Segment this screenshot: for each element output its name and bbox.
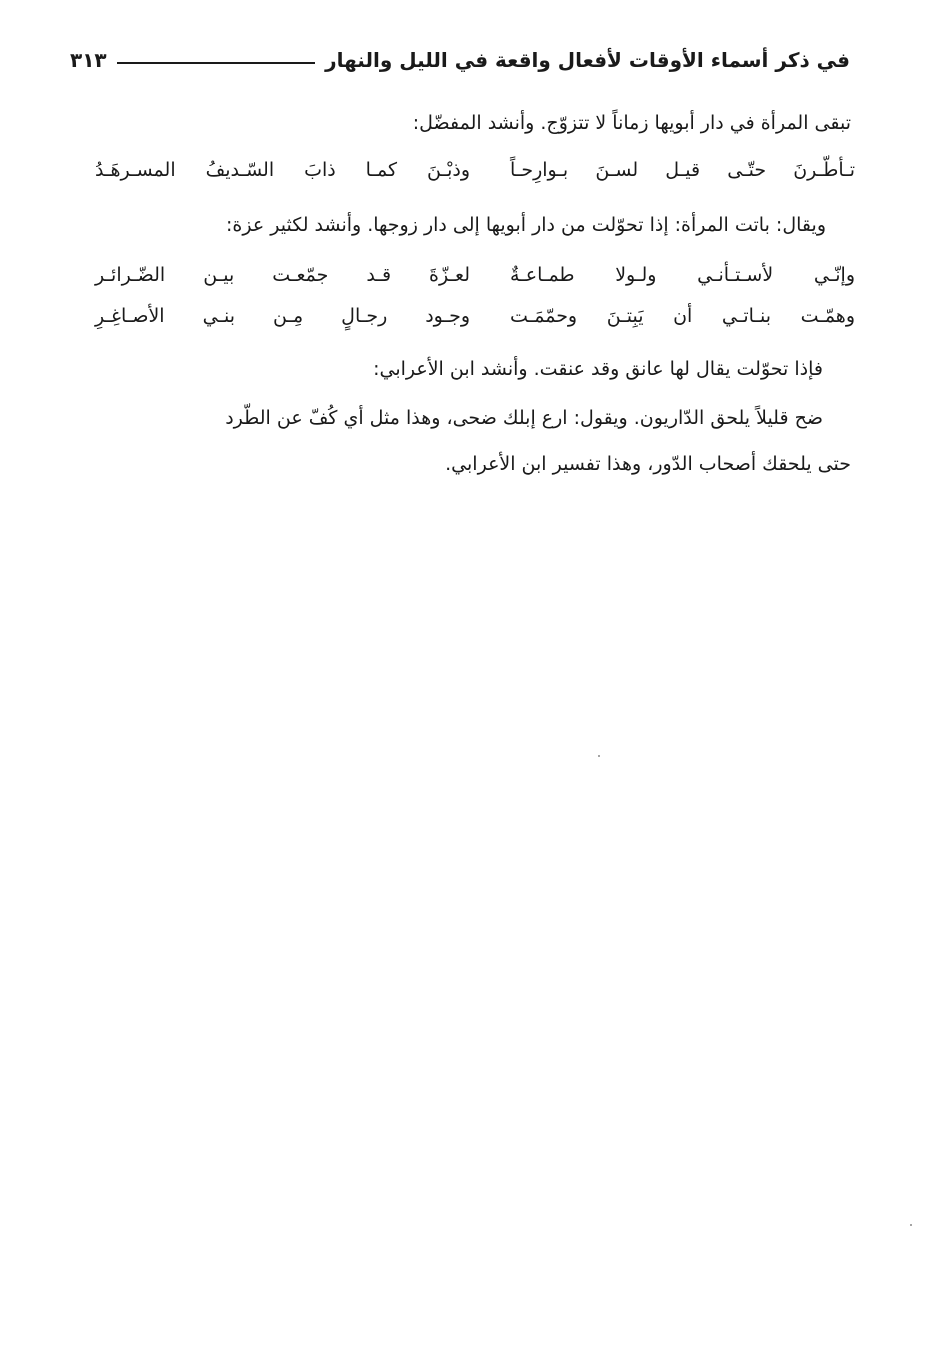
body-line-4: ضح قليلاً يلحق الدّاريون. ويقول: ارع إبلك ضحى، وهذا مثل أي كُفّ عن الطّرد <box>225 407 823 429</box>
verse-3-second-hemistich: وجـود رجـالٍ مِـن بنـي الأصـاغِـرِ <box>95 305 470 327</box>
body-line-1: تبقى المرأة في دار أبويها زماناً لا تتزوّج. وأنشد المفضّل: <box>412 112 851 134</box>
verse-3-first-hemistich: وهمّـت بنـاتـي أن يَبِتـنَ وحمّمَـت <box>510 305 855 327</box>
header-rule <box>117 62 315 64</box>
scan-speck <box>598 755 600 757</box>
page-number: ٣١٣ <box>70 48 107 72</box>
verse-1-second-hemistich: وذبْـنَ كمـا ذابَ السّـديفُ المسـرهَـدُ <box>95 159 470 181</box>
page-header <box>70 40 850 80</box>
body-line-2: ويقال: باتت المرأة: إذا تحوّلت من دار أبويها إلى دار زوجها. وأنشد لكثير عزة: <box>226 214 826 236</box>
verse-1-first-hemistich: تـأطّـرنَ حتّـى قيـل لسـنَ بـوارِحـاً <box>510 159 855 181</box>
verse-2-first-hemistich: وإنّـي لأسـتـأنـي ولـولا طمـاعـةٌ <box>510 264 855 286</box>
body-line-5: حتى يلحقك أصحاب الدّور، وهذا تفسير ابن الأعرابي. <box>445 453 851 475</box>
verse-3 <box>95 301 855 335</box>
running-title: في ذكر أسماء الأوقات لأفعال واقعة في الليل والنهار <box>325 48 850 72</box>
body-line-3: فإذا تحوّلت يقال لها عانق وقد عنقت. وأنشد ابن الأعرابي: <box>373 358 823 380</box>
verse-2 <box>95 260 855 294</box>
scan-speck <box>910 1224 912 1226</box>
verse-2-second-hemistich: لعـزّةَ قـد جمّعـت بيـن الضّـرائـر <box>95 264 470 286</box>
verse-1 <box>95 155 855 189</box>
